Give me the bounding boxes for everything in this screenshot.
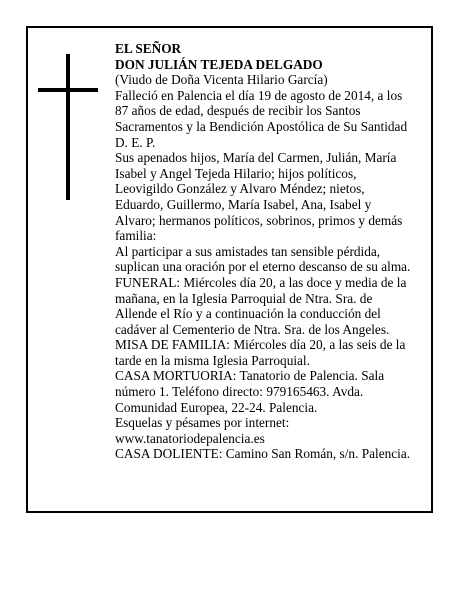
text-line: Falleció en Palencia el día 19 de agosto de 2014, a los [115,87,403,103]
text-line: Leovigildo González y Alvaro Méndez; nietos, [115,181,365,197]
text-line: cadáver al Cementerio de Ntra. Sra. de los Angeles. [115,321,390,337]
text-line: 87 años de edad, después de recibir los Santos [115,103,361,119]
text-line: mañana, en la Iglesia Parroquial de Ntra. Sra. de [115,290,373,306]
cross-vertical-bar [66,54,70,200]
cross-icon [38,54,98,200]
deceased-honorific: EL SEÑOR [115,41,182,56]
text-line: D. E. P. [115,134,156,150]
deceased-name: DON JULIÁN TEJEDA DELGADO [115,56,323,72]
text-line: Al participar a sus amistades tan sensible pérdida, [115,243,381,259]
text-line: número 1. Teléfono directo: 979165463. Avda. [115,384,364,400]
text-line: tarde en la misma Iglesia Parroquial. [115,352,310,368]
text-line: Isabel y Angel Tejeda Hilario; hijos políticos, [115,165,357,181]
text-line: Eduardo, Guillermo, María Isabel, Ana, Isabel y [115,196,372,212]
text-line: MISA DE FAMILIA: Miércoles día 20, a las seis de la [115,337,406,353]
text-line: Esquelas y pésames por internet: [115,415,290,431]
text-line: CASA MORTUORIA: Tanatorio de Palencia. Sala [115,368,385,384]
text-line: Allende el Río y a continuación la conducción del [115,306,381,322]
obituary-text [115,41,427,462]
text-line: (Viudo de Doña Vicenta Hilario García) [115,72,328,88]
text-line: familia: [115,228,157,244]
text-line: CASA DOLIENTE: Camino San Román, s/n. Palencia. [115,446,411,462]
text-line: suplican una oración por el eterno descanso de su alma. [115,259,411,275]
text-line: www.tanatoriodepalencia.es [115,430,265,446]
obituary-frame [26,26,433,513]
text-line: FUNERAL: Miércoles día 20, a las doce y media de la [115,274,407,290]
text-line: Sus apenados hijos, María del Carmen, Julián, María [115,150,397,166]
text-line: Alvaro; hermanos políticos, sobrinos, primos y demás [115,212,403,228]
cross-horizontal-bar [38,88,98,92]
text-line: Sacramentos y la Bendición Apostólica de Su Santidad [115,118,408,134]
text-line: Comunidad Europea, 22-24. Palencia. [115,399,318,415]
